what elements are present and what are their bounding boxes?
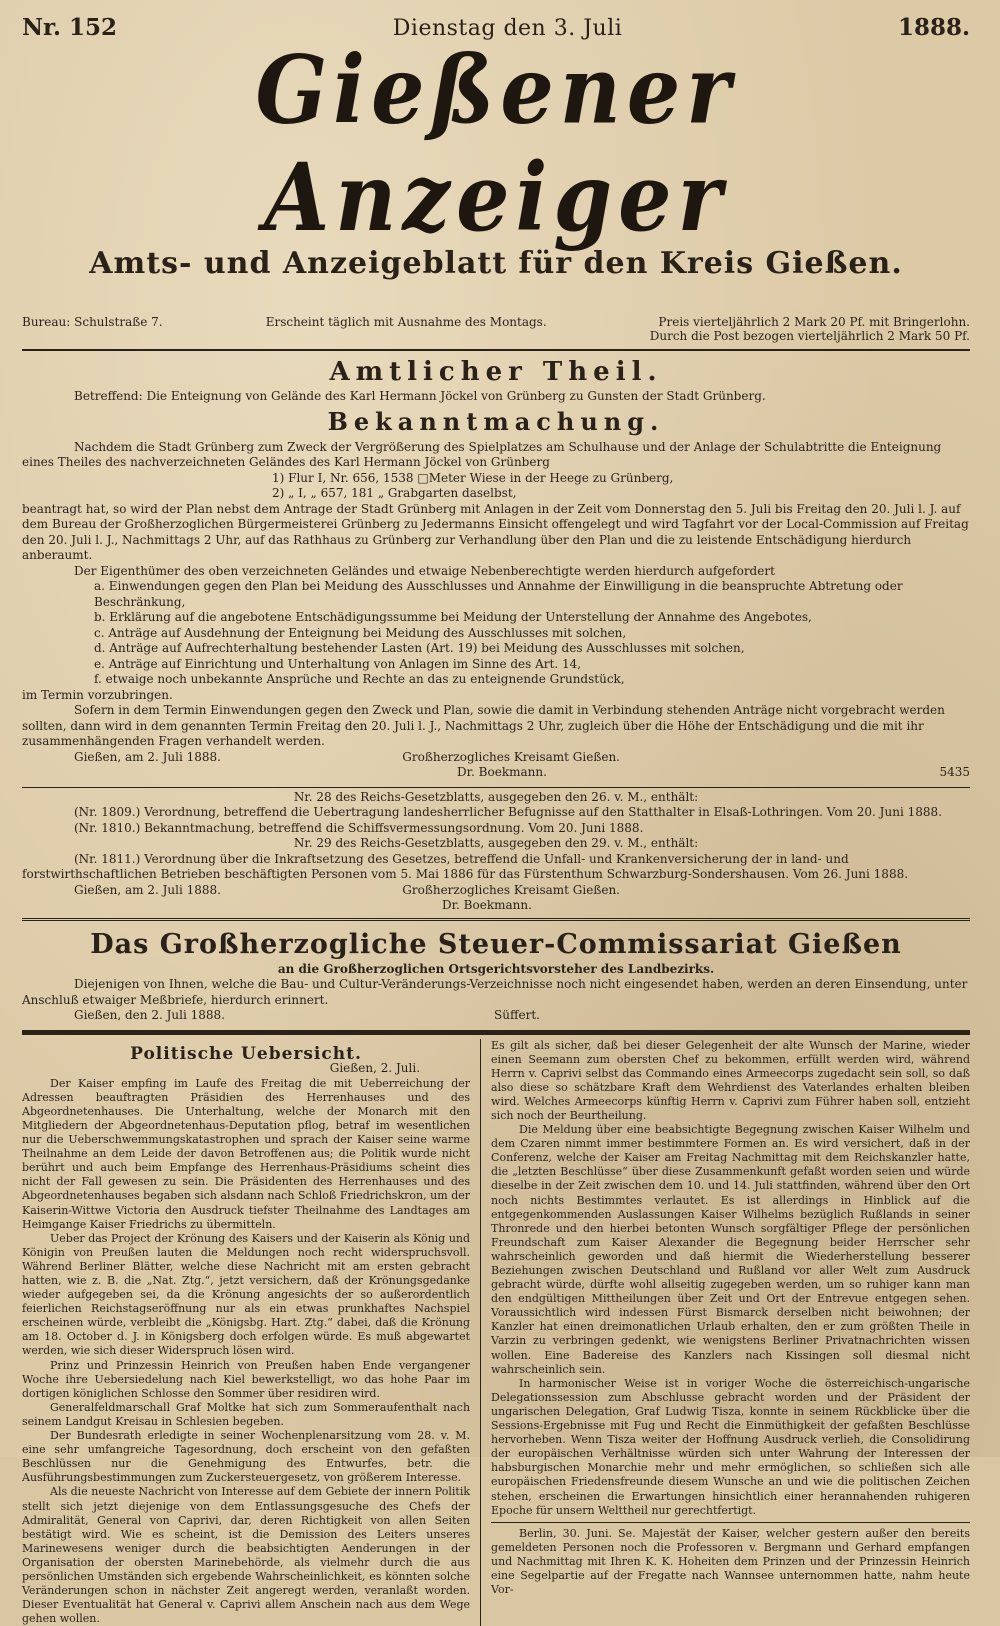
signature-office: Großherzogliches Kreisamt Gießen.: [402, 883, 970, 899]
list-item: f. etwaige noch unbekannte Ansprüche und Rechte an das zu enteignende Grundstück,: [94, 672, 970, 688]
publication-frequency: Erscheint täglich mit Ausnahme des Montags.: [266, 315, 547, 329]
article-paragraph: Berlin, 30. Juni. Se. Majestät der Kaiser, welcher gestern außer den bereits gemeldeten Personen noch die Professoren v. Bergmann und Gerhard empfangen und Nachmittag mit Ihren K. K. Hoheiten dem Prinzen und der Prinzessin Heinrich eine Segelpartie auf der Fregatte nach Wannsee unternommen hatte, nahm heute Vor-: [491, 1527, 970, 1597]
signature-row: [22, 883, 970, 899]
flur-line-1: 1) Flur I, Nr. 656, 1538 □Meter Wiese in der Heege zu Grünberg,: [22, 471, 970, 487]
list-item: e. Anträge auf Einrichtung und Unterhaltung von Anlagen im Sinne des Art. 14,: [94, 657, 970, 673]
signature-name: Dr. Boekmann.: [22, 765, 547, 781]
steuer-body: [22, 977, 970, 1024]
article-columns: [22, 1039, 970, 1626]
paragraph: beantragt hat, so wird der Plan nebst dem Antrage der Stadt Grünberg mit Anlagen in der Zeit vom Donnerstag den 5. Juli bis Freitag den 20. Juli l. J. auf dem Bureau der Großherzoglichen Bürgermeisterei Grünberg zu Jedermanns Einsicht offengelegt und wird Tagfahrt vor der Local-Commission auf Freitag den 20. Juli l. J., Nachmittags 2 Uhr, auf das Rathhaus zu Grünberg zur Verhandlung über den Plan und die zu leistende Entschädigung hierdurch anberaumt.: [22, 502, 970, 564]
signature-row: [22, 750, 970, 766]
reference-number: 5435: [939, 765, 970, 781]
article-paragraph: In harmonischer Weise ist in voriger Woche die österreichisch-ungarische Delegationssession zum Abschlusse gebracht worden und der Präsident der ungarischen Delegation, Graf Ludwig Tisza, konnte in seinem Rückblicke über die Sessions-Ergebnisse mit Fug und Recht die Einmüthigkeit der gefaßten Beschlüsse hervorheben. Wenn Tisza weiter der Hoffnung Ausdruck verlieh, die Consolidirung der europäischen Verhältnisse würden sich unter Wahrung der Interessen der habsburgischen Monarchie mehr und mehr ermöglichen, so schließen sich alle europäischen Friedensfreunde diesem Wunsche an und wie die politischen Zeichen stehen, erscheinen die Erwartungen hinsichtlich einer herannahenden ruhigeren Epoche für unsern Welttheil nur gerechtfertigt.: [491, 1377, 970, 1518]
issue-year: 1888.: [898, 14, 970, 41]
reichs-gesetzblatt: [22, 790, 970, 914]
signature-place: Gießen, am 2. Juli 1888.: [22, 750, 221, 766]
politik-heading: Politische Uebersicht.: [22, 1047, 470, 1061]
list-item: d. Anträge auf Aufrechterhaltung bestehender Lasten (Art. 19) bei Meidung des Ausschlusses mit solchen,: [94, 641, 970, 657]
termin-line: im Termin vorzubringen.: [22, 688, 970, 704]
masthead-subtitle: Amts- und Anzeigeblatt für den Kreis Gießen.: [22, 246, 970, 281]
steuer-subheading: an die Großherzoglichen Ortsgerichtsvorsteher des Landbezirks.: [22, 962, 970, 978]
paragraph: Nachdem die Stadt Grünberg zum Zweck der Vergrößerung des Spielplatzes am Schulhause und der Anlage der Schulabtritte die Enteignung eines Theiles des nachverzeichneten Geländes des Karl Hermann Jöckel von Grünberg: [22, 440, 970, 471]
reichs-line: (Nr. 1809.) Verordnung, betreffend die Uebertragung landesherrlicher Befugnisse auf den Statthalter in Elsaß-Lothringen. Vom 20. Juni 1888.: [22, 805, 970, 821]
signature-name: Dr. Boekmann.: [22, 898, 970, 914]
list-item: a. Einwendungen gegen den Plan bei Meidung des Ausschlusses und Annahme der Einwilligung in die beanspruchte Abtretung oder Beschränkung,: [94, 579, 970, 610]
price-line-2: Durch die Post bezogen vierteljährlich 2 Mark 50 Pf.: [650, 329, 970, 343]
divider: [22, 918, 970, 921]
steuer-heading: Das Großherzogliche Steuer-Commissariat Gießen: [22, 929, 970, 960]
list-item: c. Anträge auf Ausdehnung der Enteignung bei Meidung des Ausschlusses mit solchen,: [94, 626, 970, 642]
betreffend-line: Betreffend: Die Enteignung von Gelände des Karl Hermann Jöckel von Grünberg zu Gunsten der Stadt Grünberg.: [22, 389, 970, 405]
bekanntmachung-body: [22, 440, 970, 781]
flur-line-2: 2) „ I, „ 657, 181 „ Grabgarten daselbst,: [22, 486, 970, 502]
reichs-line: Nr. 28 des Reichs-Gesetzblatts, ausgegeben den 26. v. M., enthält:: [22, 790, 970, 806]
bekanntmachung-heading: Bekanntmachung.: [22, 407, 970, 436]
price-line-1: Preis vierteljährlich 2 Mark 20 Pf. mit Bringerlohn.: [658, 315, 970, 329]
signature-row: [22, 1008, 970, 1024]
article-paragraph: Generalfeldmarschall Graf Moltke hat sich zum Sommeraufenthalt nach seinem Landgut Kreisau in Schlesien begeben.: [22, 1401, 470, 1429]
issue-date: Dienstag den 3. Juli: [393, 16, 623, 41]
paragraph: Diejenigen von Ihnen, welche die Bau- und Cultur-Veränderungs-Verzeichnisse noch nicht eingesendet haben, werden an deren Einsendung, unter Anschluß etwaiger Meßbriefe, hierdurch erinnert.: [22, 977, 970, 1008]
article-paragraph: Prinz und Prinzessin Heinrich von Preußen haben Ende vergangener Woche ihre Uebersiedelung nach Kiel bewerkstelligt, wo das hohe Paar im dortigen königlichen Schlosse den Sommer über residiren wird.: [22, 1359, 470, 1401]
signature-office: Großherzogliches Kreisamt Gießen.: [402, 750, 970, 766]
bureau-address: Bureau: Schulstraße 7.: [22, 315, 163, 329]
article-paragraph: Der Kaiser empfing im Laufe des Freitag die mit Ueberreichung der Adressen beauftragten Präsidien des Herrenhauses und des Abgeordnetenhauses. Die Unterhaltung, welche der Monarch mit den Mitgliedern der Abgeordnetenhaus-Deputation pflog, betraf im wesentlichen nur die Ueberschwemmungskatastrophen und sprach der Kaiser seine warme Theilnahme an dem Leide der davon Betroffenen aus; die Politik wurde nicht berührt und auch beim Empfange des Herrenhaus-Präsidiums scheint dies nicht der Fall gewesen zu sein. Die Präsidenten des Herrenhauses und des Abgeordnetenhauses begaben sich alsdann nach Schloß Friedrichskron, um der Kaiserin-Wittwe Victoria den Ausdruck tiefster Theilnahme des Landtages am Heimgange Kaiser Friedrichs zu übermitteln.: [22, 1077, 470, 1232]
price-info: [650, 315, 970, 343]
article-paragraph: Es gilt als sicher, daß bei dieser Gelegenheit der alte Wunsch der Marine, wieder einen Seemann zum obersten Chef zu bekommen, erfüllt werden wird, während Herrn v. Caprivi selbst das Commando eines Armeecorps zugedacht sein soll, so daß also diese so schätzbare Kraft dem Wehrdienst des Vaterlandes erhalten bleiben wird. Welches Armeecorps künftig Herrn v. Caprivi zum Führer haben soll, entzieht sich noch der Beurtheilung.: [491, 1039, 970, 1124]
divider: [491, 1522, 970, 1523]
signature-place: Gießen, den 2. Juli 1888.: [22, 1008, 225, 1024]
paragraph: Sofern in dem Termin Einwendungen gegen den Zweck und Plan, sowie die damit in Verbindung stehenden Anträge nicht vorgebracht werden sollten, dann wird in dem genannten Termin Freitag den 20. Juli l. J., Nachmittags 2 Uhr, zugleich über die Höhe der Entschädigung und die mit ihr zusammenhängenden Fragen verhandelt werden.: [22, 703, 970, 750]
divider: [22, 787, 970, 788]
masthead-title: Gießener Anzeiger: [22, 36, 970, 251]
article-paragraph: Ueber das Project der Krönung des Kaisers und der Kaiserin als König und Königin von Preußen lauten die Meldungen noch recht widerspruchsvoll. Während Berliner Blätter, welche diese Nachricht mit am ersten gebracht hatten, wie z. B. die „Nat. Ztg.“, jetzt versichern, daß der Krönungsgedanke wieder aufgegeben sei, da die Krönung angesichts der so außerordentlich feierlichen Reichstagseröffnung nur als ein etwas prunkhaftes Nachspiel erscheinen würde, verbleibt die „Königsbg. Hart. Ztg.“ dabei, daß die Krönung am 18. October d. J. in Königsberg doch erfolgen würde. Es muß abgewartet werden, wie sich dieser Widerspruch lösen wird.: [22, 1232, 470, 1359]
article-paragraph: Als die neueste Nachricht von Interesse auf dem Gebiete der innern Politik stellt sich jetzt diejenige von dem Entlassungsgesuche des Chefs der Admiralität, General von Caprivi, dar, deren Richtigkeit von allen Seiten bestätigt wird. Wie es scheint, ist die Demission des Leiters unseres Marinewesens weniger durch die beabsichtigten Aenderungen in der Organisation der obersten Marinebehörde, als vielmehr durch die aus persönlichen Umständen sich ergebende Wahrscheinlichkeit, es könnten solche Veränderungen schon in nächster Zeit angeregt werden, veranlaßt worden. Dieser Eventualität hat General v. Caprivi allem Anschein nach aus dem Wege gehen wollen.: [22, 1485, 470, 1626]
amtlich-heading: Amtlicher Theil.: [22, 357, 970, 387]
dateline: Gießen, 2. Juli.: [22, 1061, 470, 1075]
divider: [22, 349, 970, 351]
reichs-line: Nr. 29 des Reichs-Gesetzblatts, ausgegeben den 29. v. M., enthält:: [22, 836, 970, 852]
divider: [22, 1030, 970, 1035]
column-left: [22, 1039, 481, 1626]
reichs-line: (Nr. 1810.) Bekanntmachung, betreffend die Schiffsvermessungsordnung. Vom 20. Juni 1888.: [22, 821, 970, 837]
item-list: [22, 579, 970, 688]
signature-name: Süffert.: [494, 1008, 970, 1024]
reichs-line: (Nr. 1811.) Verordnung über die Inkraftsetzung des Gesetzes, betreffend die Unfall- und Krankenversicherung der in land- und forstwirthschaftlichen Betrieben beschäftigten Personen vom 5. Mai 1886 für das Fürstenthum Schwarzburg-Sondershausen. Vom 26. Juni 1888.: [22, 852, 970, 883]
signature-row: [22, 765, 970, 781]
article-paragraph: Der Bundesrath erledigte in seiner Wochenplenarsitzung vom 28. v. M. eine sehr umfangreiche Tagesordnung, doch erscheint von den gefaßten Beschlüssen nur die Genehmigung des Entwurfes, betr. die Ausführungsbestimmungen zum Zuckersteuergesetz, von größerem Interesse.: [22, 1429, 470, 1485]
signature-place: Gießen, am 2. Juli 1888.: [22, 883, 221, 899]
article-paragraph: Die Meldung über eine beabsichtigte Begegnung zwischen Kaiser Wilhelm und dem Czaren nimmt immer bestimmtere Formen an. Es wird versichert, daß in der Conferenz, welche der Kaiser am Freitag Nachmittag mit dem Reichskanzler hatte, die „letzten Beschlüsse“ über diese Zusammenkunft gefaßt worden seien und würde dieselbe in der Zeit zwischen dem 10. und 14. Juli stattfinden, während über den Ort noch nichts Bestimmtes verlautet. Es ist allerdings in Hinblick auf die entgegenkommenden Auslassungen Kaiser Wilhelms bezüglich Rußlands in seiner Thronrede und den hierbei betonten Wunsch sorgfältiger Pflege der persönlichen Freundschaft zum Kaiser Alexander die Begegnung beider Herrscher sehr wahrscheinlich geworden und daß hiermit die Wiederherstellung besserer Beziehungen zwischen Deutschland und Rußland vor aller Welt zum Ausdruck gebracht würde, dürfte wohl allseitig zugegeben werden, um so ruhiger kann man den endgültigen Mittheilungen über Zeit und Ort der Entrevue entgegen sehen. Voraussichtlich wird indessen Fürst Bismarck derselben nicht beiwohnen; der Kanzler hat einen dreimonatlichen Urlaub erhalten, den er zum größten Theile in Varzin zu verbringen gedenkt, wie wenigstens Berliner Privatnachrichten wissen wollen. Eine Badereise des Kanzlers nach Kissingen soll diesmal nicht wahrscheinlich sein.: [491, 1123, 970, 1377]
column-right: [481, 1039, 970, 1626]
info-bar: [22, 315, 970, 343]
issue-number: Nr. 152: [22, 14, 117, 41]
paragraph: Der Eigenthümer des oben verzeichneten Geländes und etwaige Nebenberechtigte werden hierdurch aufgefordert: [22, 564, 970, 580]
list-item: b. Erklärung auf die angebotene Entschädigungssumme bei Meidung der Unterstellung der Annahme des Angebotes,: [94, 610, 970, 626]
